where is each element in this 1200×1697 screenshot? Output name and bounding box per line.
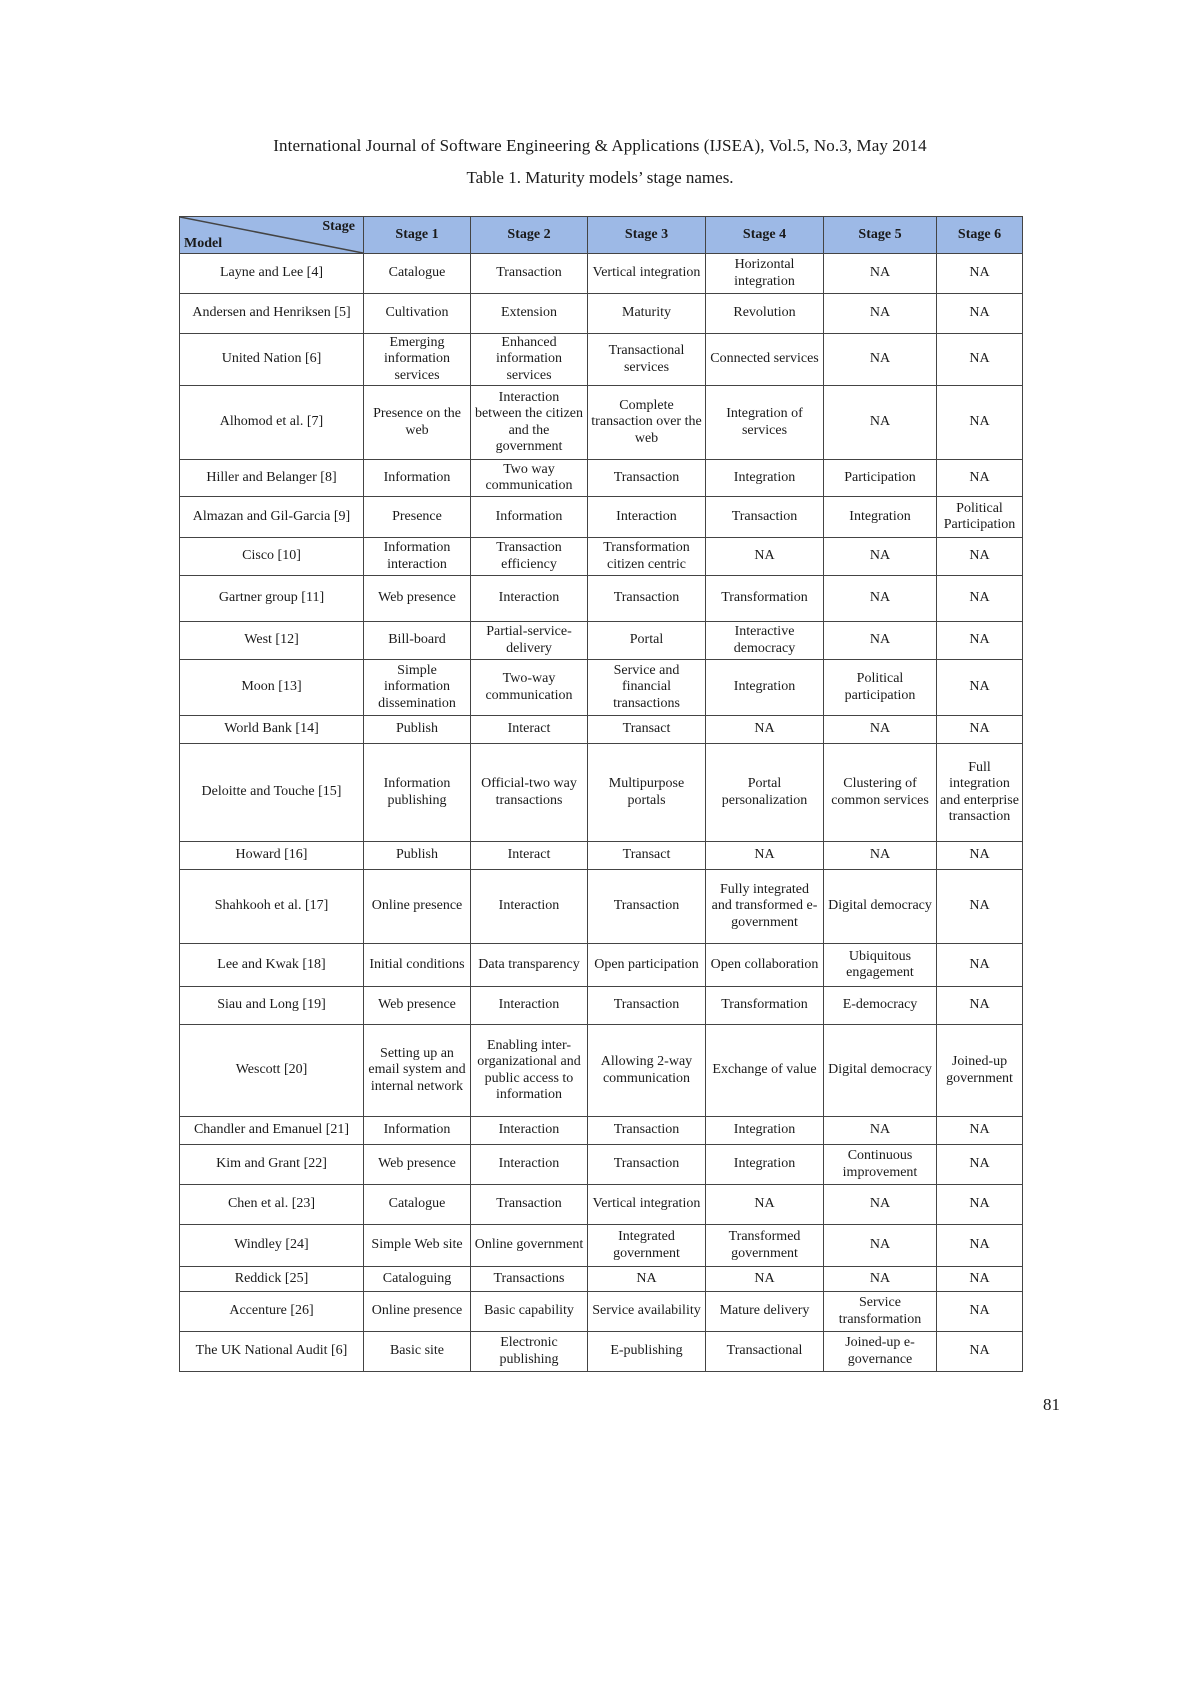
stage-cell: Cataloguing: [364, 1267, 471, 1292]
table-row: [180, 622, 1023, 660]
stage-cell: NA: [824, 576, 937, 622]
stage-cell: Online presence: [364, 1292, 471, 1332]
stage-cell: Transaction: [706, 497, 824, 538]
stage-cell: Integration: [706, 460, 824, 497]
stage-cell: Complete transaction over the web: [588, 386, 706, 460]
stage-cell: Joined-up government: [937, 1025, 1023, 1117]
stage-cell: Catalogue: [364, 254, 471, 294]
table-row: [180, 386, 1023, 460]
model-cell: Shahkooh et al. [17]: [180, 870, 364, 944]
stage-cell: NA: [824, 334, 937, 386]
stage-cell: Transaction: [588, 576, 706, 622]
stage-cell: Integrated government: [588, 1225, 706, 1267]
stage-cell: Connected services: [706, 334, 824, 386]
stage-cell: Mature delivery: [706, 1292, 824, 1332]
table-row: [180, 1332, 1023, 1372]
table-header-row: [180, 217, 1023, 254]
stage-cell: Enabling inter-organizational and public access to information: [471, 1025, 588, 1117]
stage-cell: NA: [937, 987, 1023, 1025]
stage-cell: NA: [937, 870, 1023, 944]
stage-cell: NA: [706, 1185, 824, 1225]
stage-cell: NA: [824, 622, 937, 660]
column-header: Stage 3: [588, 217, 706, 254]
stage-cell: Allowing 2-way communication: [588, 1025, 706, 1117]
model-cell: Chen et al. [23]: [180, 1185, 364, 1225]
stage-cell: NA: [588, 1267, 706, 1292]
stage-cell: Web presence: [364, 987, 471, 1025]
stage-cell: Information publishing: [364, 744, 471, 842]
table-row: [180, 944, 1023, 987]
stage-cell: Full integration and enterprise transaction: [937, 744, 1023, 842]
stage-cell: Two-way communication: [471, 660, 588, 716]
column-header: Stage 6: [937, 217, 1023, 254]
table-row: [180, 987, 1023, 1025]
stage-cell: Transact: [588, 716, 706, 744]
stage-cell: Presence: [364, 497, 471, 538]
model-cell: Howard [16]: [180, 842, 364, 870]
table-row: [180, 538, 1023, 576]
stage-cell: Transaction: [588, 987, 706, 1025]
table-row: [180, 1185, 1023, 1225]
stage-cell: NA: [706, 842, 824, 870]
stage-cell: Simple Web site: [364, 1225, 471, 1267]
stage-cell: NA: [937, 1117, 1023, 1145]
maturity-models-table: [179, 216, 1023, 1372]
stage-cell: Portal personalization: [706, 744, 824, 842]
stage-cell: NA: [824, 254, 937, 294]
stage-cell: NA: [824, 1117, 937, 1145]
stage-cell: Simple information dissemination: [364, 660, 471, 716]
stage-cell: NA: [937, 716, 1023, 744]
table-row: [180, 576, 1023, 622]
stage-cell: Setting up an email system and internal network: [364, 1025, 471, 1117]
stage-cell: Electronic publishing: [471, 1332, 588, 1372]
table-row: [180, 870, 1023, 944]
stage-cell: Cultivation: [364, 294, 471, 334]
stage-cell: Transaction: [588, 460, 706, 497]
stage-cell: Ubiquitous engagement: [824, 944, 937, 987]
stage-cell: Transaction: [588, 870, 706, 944]
stage-cell: Joined-up e-governance: [824, 1332, 937, 1372]
stage-cell: Partial-service-delivery: [471, 622, 588, 660]
table-row: [180, 334, 1023, 386]
stage-cell: Service availability: [588, 1292, 706, 1332]
stage-cell: Information: [364, 460, 471, 497]
stage-cell: Political participation: [824, 660, 937, 716]
table-caption: Table 1. Maturity models’ stage names.: [466, 168, 734, 187]
table-row: [180, 460, 1023, 497]
stage-cell: NA: [937, 1185, 1023, 1225]
stage-cell: NA: [824, 716, 937, 744]
stage-cell: Transaction: [471, 254, 588, 294]
stage-cell: NA: [824, 842, 937, 870]
stage-cell: Open collaboration: [706, 944, 824, 987]
model-cell: Kim and Grant [22]: [180, 1145, 364, 1185]
column-header: Stage 1: [364, 217, 471, 254]
model-cell: Deloitte and Touche [15]: [180, 744, 364, 842]
stage-cell: NA: [937, 660, 1023, 716]
stage-cell: Participation: [824, 460, 937, 497]
stage-cell: Interact: [471, 842, 588, 870]
stage-cell: Online government: [471, 1225, 588, 1267]
table-row: [180, 1292, 1023, 1332]
stage-cell: Interaction between the citizen and the government: [471, 386, 588, 460]
stage-cell: NA: [937, 1292, 1023, 1332]
stage-cell: NA: [937, 460, 1023, 497]
corner-stage-label: Stage: [322, 219, 355, 234]
stage-cell: Transaction: [588, 1145, 706, 1185]
stage-cell: Interaction: [471, 987, 588, 1025]
stage-cell: Transactional: [706, 1332, 824, 1372]
stage-cell: Interact: [471, 716, 588, 744]
stage-cell: Service transformation: [824, 1292, 937, 1332]
table-row: [180, 842, 1023, 870]
stage-cell: Horizontal integration: [706, 254, 824, 294]
model-cell: Cisco [10]: [180, 538, 364, 576]
stage-cell: Vertical integration: [588, 254, 706, 294]
stage-cell: Revolution: [706, 294, 824, 334]
stage-cell: Information interaction: [364, 538, 471, 576]
stage-cell: Basic site: [364, 1332, 471, 1372]
stage-cell: Transaction efficiency: [471, 538, 588, 576]
model-cell: United Nation [6]: [180, 334, 364, 386]
column-header: Stage 4: [706, 217, 824, 254]
stage-cell: Emerging information services: [364, 334, 471, 386]
table-body: [180, 254, 1023, 1372]
model-cell: Almazan and Gil-Garcia [9]: [180, 497, 364, 538]
stage-cell: Transact: [588, 842, 706, 870]
model-cell: Layne and Lee [4]: [180, 254, 364, 294]
stage-cell: Official-two way transactions: [471, 744, 588, 842]
stage-cell: NA: [706, 1267, 824, 1292]
stage-cell: NA: [937, 254, 1023, 294]
stage-cell: NA: [824, 1267, 937, 1292]
stage-cell: NA: [937, 842, 1023, 870]
model-cell: Lee and Kwak [18]: [180, 944, 364, 987]
stage-cell: E-publishing: [588, 1332, 706, 1372]
stage-cell: NA: [937, 576, 1023, 622]
stage-cell: NA: [937, 622, 1023, 660]
stage-cell: NA: [937, 1267, 1023, 1292]
table-row: [180, 1025, 1023, 1117]
stage-cell: NA: [824, 1185, 937, 1225]
stage-cell: Digital democracy: [824, 870, 937, 944]
stage-cell: NA: [937, 538, 1023, 576]
stage-cell: Data transparency: [471, 944, 588, 987]
model-cell: Windley [24]: [180, 1225, 364, 1267]
model-cell: Hiller and Belanger [8]: [180, 460, 364, 497]
corner-model-label: Model: [184, 235, 223, 251]
stage-cell: NA: [937, 944, 1023, 987]
stage-cell: Web presence: [364, 1145, 471, 1185]
stage-cell: Enhanced information services: [471, 334, 588, 386]
stage-cell: Open participation: [588, 944, 706, 987]
stage-cell: Integration of services: [706, 386, 824, 460]
stage-cell: Service and financial transactions: [588, 660, 706, 716]
table-row: [180, 744, 1023, 842]
table-row: [180, 660, 1023, 716]
model-cell: Alhomod et al. [7]: [180, 386, 364, 460]
model-cell: Accenture [26]: [180, 1292, 364, 1332]
stage-cell: Transactions: [471, 1267, 588, 1292]
model-cell: Gartner group [11]: [180, 576, 364, 622]
table-row: [180, 294, 1023, 334]
stage-cell: NA: [937, 1225, 1023, 1267]
stage-cell: Interaction: [588, 497, 706, 538]
stage-cell: NA: [824, 386, 937, 460]
model-cell: Siau and Long [19]: [180, 987, 364, 1025]
stage-cell: NA: [937, 334, 1023, 386]
stage-cell: Political Participation: [937, 497, 1023, 538]
stage-cell: Integration: [706, 1117, 824, 1145]
stage-cell: Web presence: [364, 576, 471, 622]
stage-cell: Transaction: [588, 1117, 706, 1145]
stage-cell: Publish: [364, 842, 471, 870]
stage-cell: Continuous improvement: [824, 1145, 937, 1185]
column-header: Stage 2: [471, 217, 588, 254]
corner-header-cell: [180, 217, 364, 254]
table-row: [180, 1145, 1023, 1185]
model-cell: The UK National Audit [6]: [180, 1332, 364, 1372]
stage-cell: Transaction: [471, 1185, 588, 1225]
stage-cell: Interaction: [471, 576, 588, 622]
column-header: Stage 5: [824, 217, 937, 254]
stage-cell: Exchange of value: [706, 1025, 824, 1117]
page-number: 81: [1043, 1395, 1060, 1414]
stage-cell: Portal: [588, 622, 706, 660]
stage-cell: Integration: [706, 1145, 824, 1185]
stage-cell: Clustering of common services: [824, 744, 937, 842]
stage-cell: NA: [824, 1225, 937, 1267]
stage-cell: NA: [824, 538, 937, 576]
model-cell: Reddick [25]: [180, 1267, 364, 1292]
stage-cell: NA: [937, 1145, 1023, 1185]
stage-cell: Integration: [824, 497, 937, 538]
table-row: [180, 497, 1023, 538]
stage-cell: Catalogue: [364, 1185, 471, 1225]
stage-cell: NA: [937, 1332, 1023, 1372]
stage-cell: Interaction: [471, 870, 588, 944]
stage-cell: Vertical integration: [588, 1185, 706, 1225]
model-cell: West [12]: [180, 622, 364, 660]
stage-cell: NA: [824, 294, 937, 334]
stage-cell: NA: [706, 538, 824, 576]
stage-cell: Information: [471, 497, 588, 538]
stage-cell: Multipurpose portals: [588, 744, 706, 842]
model-cell: World Bank [14]: [180, 716, 364, 744]
model-cell: Moon [13]: [180, 660, 364, 716]
stage-cell: NA: [937, 294, 1023, 334]
table-row: [180, 716, 1023, 744]
model-cell: Andersen and Henriksen [5]: [180, 294, 364, 334]
stage-cell: Interaction: [471, 1117, 588, 1145]
stage-cell: Information: [364, 1117, 471, 1145]
table-row: [180, 1117, 1023, 1145]
stage-cell: Transformed government: [706, 1225, 824, 1267]
stage-cell: Online presence: [364, 870, 471, 944]
journal-header: International Journal of Software Engineering & Applications (IJSEA), Vol.5, No.3, May 2014: [273, 136, 927, 155]
table-row: [180, 1267, 1023, 1292]
stage-cell: Initial conditions: [364, 944, 471, 987]
stage-cell: Integration: [706, 660, 824, 716]
stage-cell: Transformation: [706, 987, 824, 1025]
model-cell: Chandler and Emanuel [21]: [180, 1117, 364, 1145]
stage-cell: NA: [706, 716, 824, 744]
table-row: [180, 254, 1023, 294]
stage-cell: Presence on the web: [364, 386, 471, 460]
stage-cell: Extension: [471, 294, 588, 334]
stage-cell: Publish: [364, 716, 471, 744]
stage-cell: Interactive democracy: [706, 622, 824, 660]
stage-cell: Two way communication: [471, 460, 588, 497]
stage-cell: Bill-board: [364, 622, 471, 660]
stage-cell: Transformation: [706, 576, 824, 622]
stage-cell: Transformation citizen centric: [588, 538, 706, 576]
stage-cell: Maturity: [588, 294, 706, 334]
stage-cell: Interaction: [471, 1145, 588, 1185]
stage-cell: Transactional services: [588, 334, 706, 386]
stage-cell: E-democracy: [824, 987, 937, 1025]
stage-cell: NA: [937, 386, 1023, 460]
stage-cell: Fully integrated and transformed e-government: [706, 870, 824, 944]
stage-cell: Basic capability: [471, 1292, 588, 1332]
stage-cell: Digital democracy: [824, 1025, 937, 1117]
table-row: [180, 1225, 1023, 1267]
model-cell: Wescott [20]: [180, 1025, 364, 1117]
